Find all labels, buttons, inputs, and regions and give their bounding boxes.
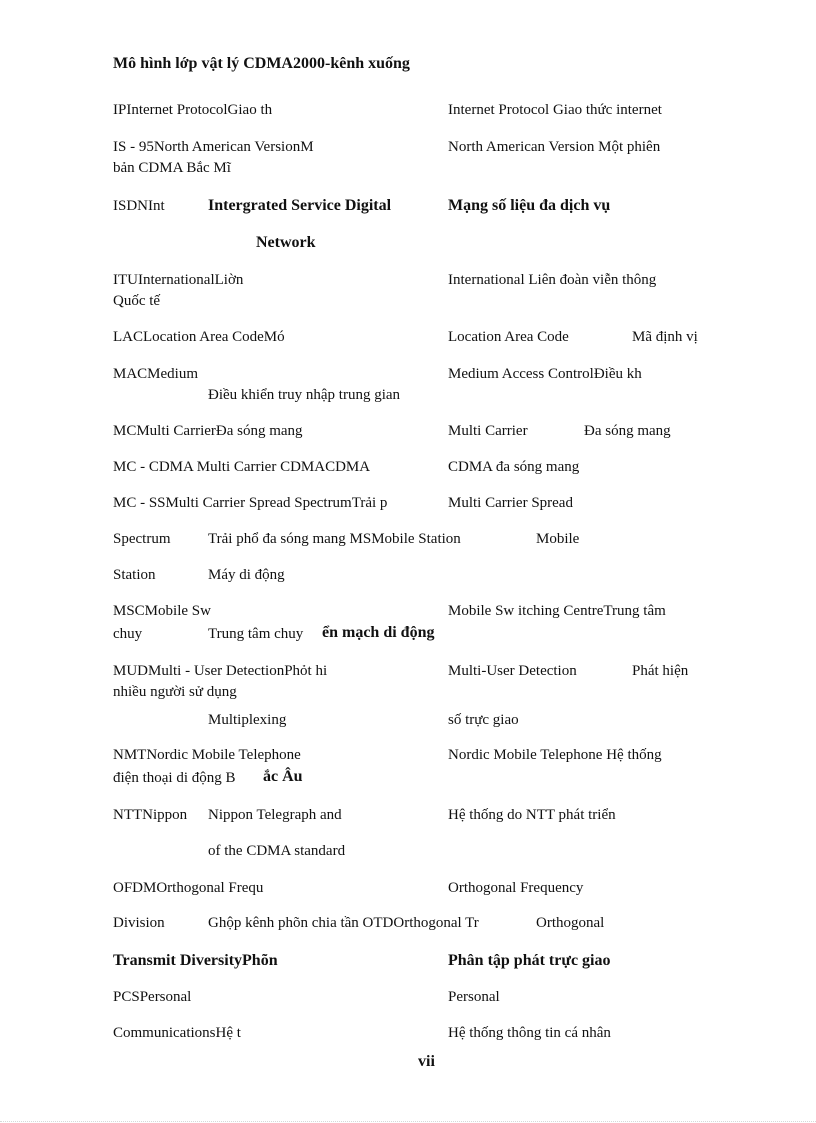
text-line: CommunicationsHệ t — [113, 1025, 241, 1041]
text-line: MC - CDMA Multi Carrier CDMACDMA — [113, 459, 371, 475]
text-line: Orthogonal — [536, 915, 605, 931]
text-line: số trực giao — [448, 712, 519, 728]
text-line: MC - SSMulti Carrier Spread SpectrumTrải p — [113, 495, 388, 511]
text-line: Mobile Sw itching CentreTrung tâm — [448, 603, 666, 619]
text-line: Ghộp kênh phõn chia tần OTDOrthogonal Tr — [208, 915, 479, 931]
footer-divider — [0, 1121, 816, 1122]
page-number: vii — [418, 1053, 435, 1070]
text-line: Nippon Telegraph and — [208, 807, 342, 823]
text-line: Mạng số liệu đa dịch vụ — [448, 197, 611, 214]
text-line: Internet Protocol Giao thức internet — [448, 102, 662, 118]
text-line: Personal — [448, 989, 500, 1005]
text-line: Multi Carrier Spread — [448, 495, 573, 511]
text-line: ISDNInt — [113, 198, 165, 214]
text-line: ển mạch di động — [322, 624, 435, 641]
text-line: Station — [113, 567, 156, 583]
text-line: ITUInternationalLiờn — [113, 272, 244, 288]
text-line: Transmit DiversityPhõn — [113, 952, 278, 969]
text-line: NTTNippon — [113, 807, 188, 823]
text-line: OFDMOrthogonal Frequ — [113, 880, 264, 896]
text-line: PCSPersonal — [113, 989, 192, 1005]
text-line: Network — [256, 234, 316, 251]
text-line: ắc Âu — [263, 768, 303, 785]
text-line: of the CDMA standard — [208, 843, 346, 859]
text-line: Medium Access ControlĐiều kh — [448, 366, 642, 382]
text-line: IS - 95North American VersionM — [113, 139, 314, 155]
text-line: bản CDMA Bắc Mĩ — [113, 160, 231, 176]
text-line: MCMulti CarrierĐa sóng mang — [113, 423, 303, 439]
text-line: điện thoại di động B — [113, 770, 236, 786]
text-line: Multiplexing — [208, 712, 287, 728]
page-title: Mô hình lớp vật lý CDMA2000-kênh xuống — [113, 55, 410, 72]
text-line: Mã định vị — [632, 329, 698, 345]
text-line: Điều khiển truy nhập trung gian — [208, 387, 401, 403]
text-line: Hệ thống thông tin cá nhân — [448, 1025, 611, 1041]
text-line: Mobile — [536, 531, 580, 547]
text-line: LACLocation Area CodeMó — [113, 329, 285, 345]
text-line: nhiều người sử dụng — [113, 684, 237, 700]
text-line: Máy di động — [208, 567, 285, 583]
text-line: Orthogonal Frequency — [448, 880, 584, 896]
text-line: Nordic Mobile Telephone Hệ thống — [448, 747, 662, 763]
text-line: MUDMulti - User DetectionPhỏt hi — [113, 663, 328, 679]
text-line: Hệ thống do NTT phát triển — [448, 807, 616, 823]
text-line: NMTNordic Mobile Telephone — [113, 747, 301, 763]
text-line: Location Area Code — [448, 329, 569, 345]
text-line: Intergrated Service Digital — [208, 197, 392, 214]
text-line: International Liên đoàn viễn thông — [448, 272, 657, 288]
text-line: Đa sóng mang — [584, 423, 671, 439]
text-line: Multi Carrier — [448, 423, 528, 439]
text-line: MSCMobile Sw — [113, 603, 211, 619]
text-line: Trung tâm chuy — [208, 626, 304, 642]
text-line: Multi-User Detection — [448, 663, 577, 679]
text-line: IPInternet ProtocolGiao th — [113, 102, 273, 118]
text-line: Quốc tế — [113, 293, 161, 309]
text-line: CDMA đa sóng mang — [448, 459, 580, 475]
text-line: Phát hiện — [632, 663, 689, 679]
text-line: Phân tập phát trực giao — [448, 952, 611, 969]
text-line: Trải phổ đa sóng mang MSMobile Station — [208, 531, 461, 547]
text-line: North American Version Một phiên — [448, 139, 661, 155]
text-line: chuy — [113, 626, 143, 642]
text-line: MACMedium — [113, 366, 199, 382]
text-line: Division — [113, 915, 165, 931]
text-line: Spectrum — [113, 531, 171, 547]
